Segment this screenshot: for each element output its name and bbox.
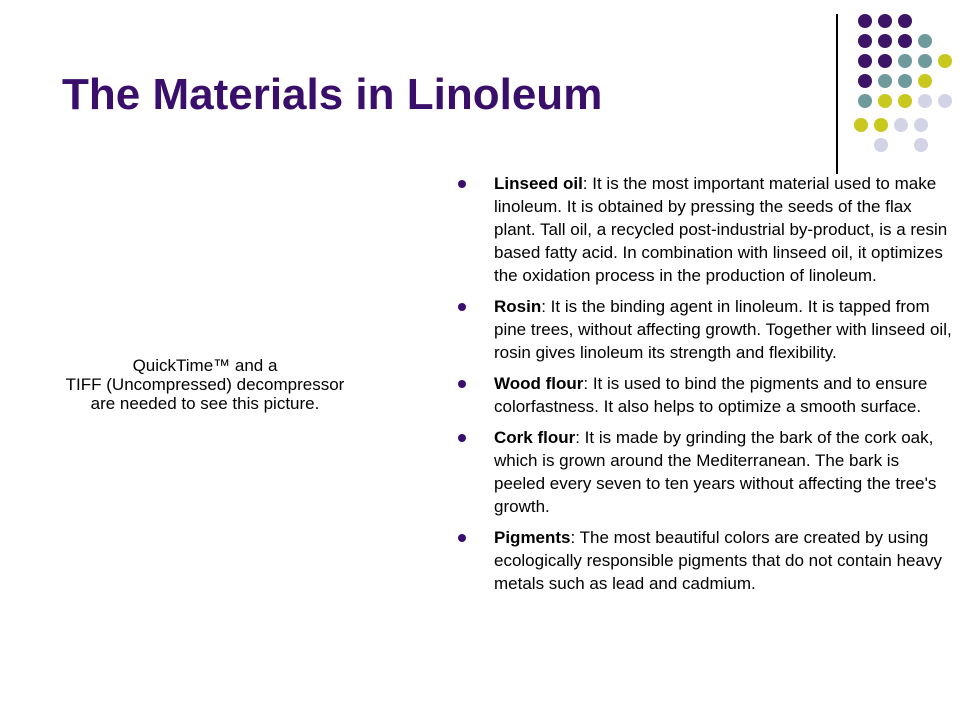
material-term: Linseed oil: [494, 174, 583, 193]
slide-title: The Materials in Linoleum: [62, 70, 603, 119]
decorative-dot: [918, 74, 932, 88]
material-term: Wood flour: [494, 374, 584, 393]
decorative-dot: [878, 14, 892, 28]
decorative-dot: [878, 74, 892, 88]
material-term: Cork flour: [494, 428, 576, 447]
bullet-dot-icon: [458, 180, 466, 188]
image-placeholder: [40, 356, 370, 413]
decorative-dot: [854, 118, 868, 132]
material-description: : It is the most important material used to make linoleum. It is obtained by pressing the seeds of the flax plant. Tall oil, a recycled post-industrial by-product, is a resin based fatty acid. In combination with linseed oil, it optimizes the oxidation process in the production of linoleum.: [494, 174, 948, 285]
decorative-dot: [858, 74, 872, 88]
list-item: [456, 426, 954, 518]
material-description: : It is the binding agent in linoleum. It is tapped from pine trees, without affecting growth. Together with linseed oil, rosin gives linoleum its strength and flexibility.: [494, 297, 952, 362]
decorative-dot: [898, 54, 912, 68]
decorative-dot: [898, 34, 912, 48]
decorative-dot: [858, 34, 872, 48]
material-term: Rosin: [494, 297, 542, 316]
image-placeholder-line: TIFF (Uncompressed) decompressor: [65, 375, 345, 394]
bullet-dot-icon: [458, 380, 466, 388]
list-item: [456, 372, 954, 418]
decorative-divider: [836, 14, 838, 174]
decorative-dot: [878, 94, 892, 108]
material-description: : It is used to bind the pigments and to ensure colorfastness. It also helps to optimize a smooth surface.: [494, 374, 928, 416]
material-term: Pigments: [494, 528, 571, 547]
decorative-dot: [914, 118, 928, 132]
decorative-dot: [858, 14, 872, 28]
bullet-dot-icon: [458, 534, 466, 542]
decorative-dot: [938, 54, 952, 68]
material-description: : It is made by grinding the bark of the cork oak, which is grown around the Mediterranean. The bark is peeled every seven to ten years without affecting the tree's growth.: [494, 428, 937, 516]
decorative-dot: [878, 54, 892, 68]
decorative-dot: [938, 94, 952, 108]
decorative-dot: [914, 138, 928, 152]
list-item: [456, 526, 954, 595]
decorative-dot: [874, 118, 888, 132]
decorative-dot: [858, 54, 872, 68]
image-placeholder-line: are needed to see this picture.: [90, 394, 320, 413]
list-item: [456, 295, 954, 364]
decorative-dot: [874, 138, 888, 152]
decorative-dot: [918, 34, 932, 48]
bullet-dot-icon: [458, 434, 466, 442]
list-item: [456, 172, 954, 287]
decorative-dot: [894, 118, 908, 132]
decorative-dot: [898, 74, 912, 88]
decorative-dot: [898, 14, 912, 28]
decorative-dot: [918, 54, 932, 68]
bullet-dot-icon: [458, 303, 466, 311]
materials-list: [456, 172, 954, 603]
material-description: : The most beautiful colors are created by using ecologically responsible pigments that do not contain heavy metals such as lead and cadmium.: [494, 528, 942, 593]
decorative-dot: [898, 94, 912, 108]
decorative-dot: [858, 94, 872, 108]
decorative-dot: [878, 34, 892, 48]
decorative-dot: [918, 94, 932, 108]
image-placeholder-line: QuickTime™ and a: [132, 356, 278, 375]
